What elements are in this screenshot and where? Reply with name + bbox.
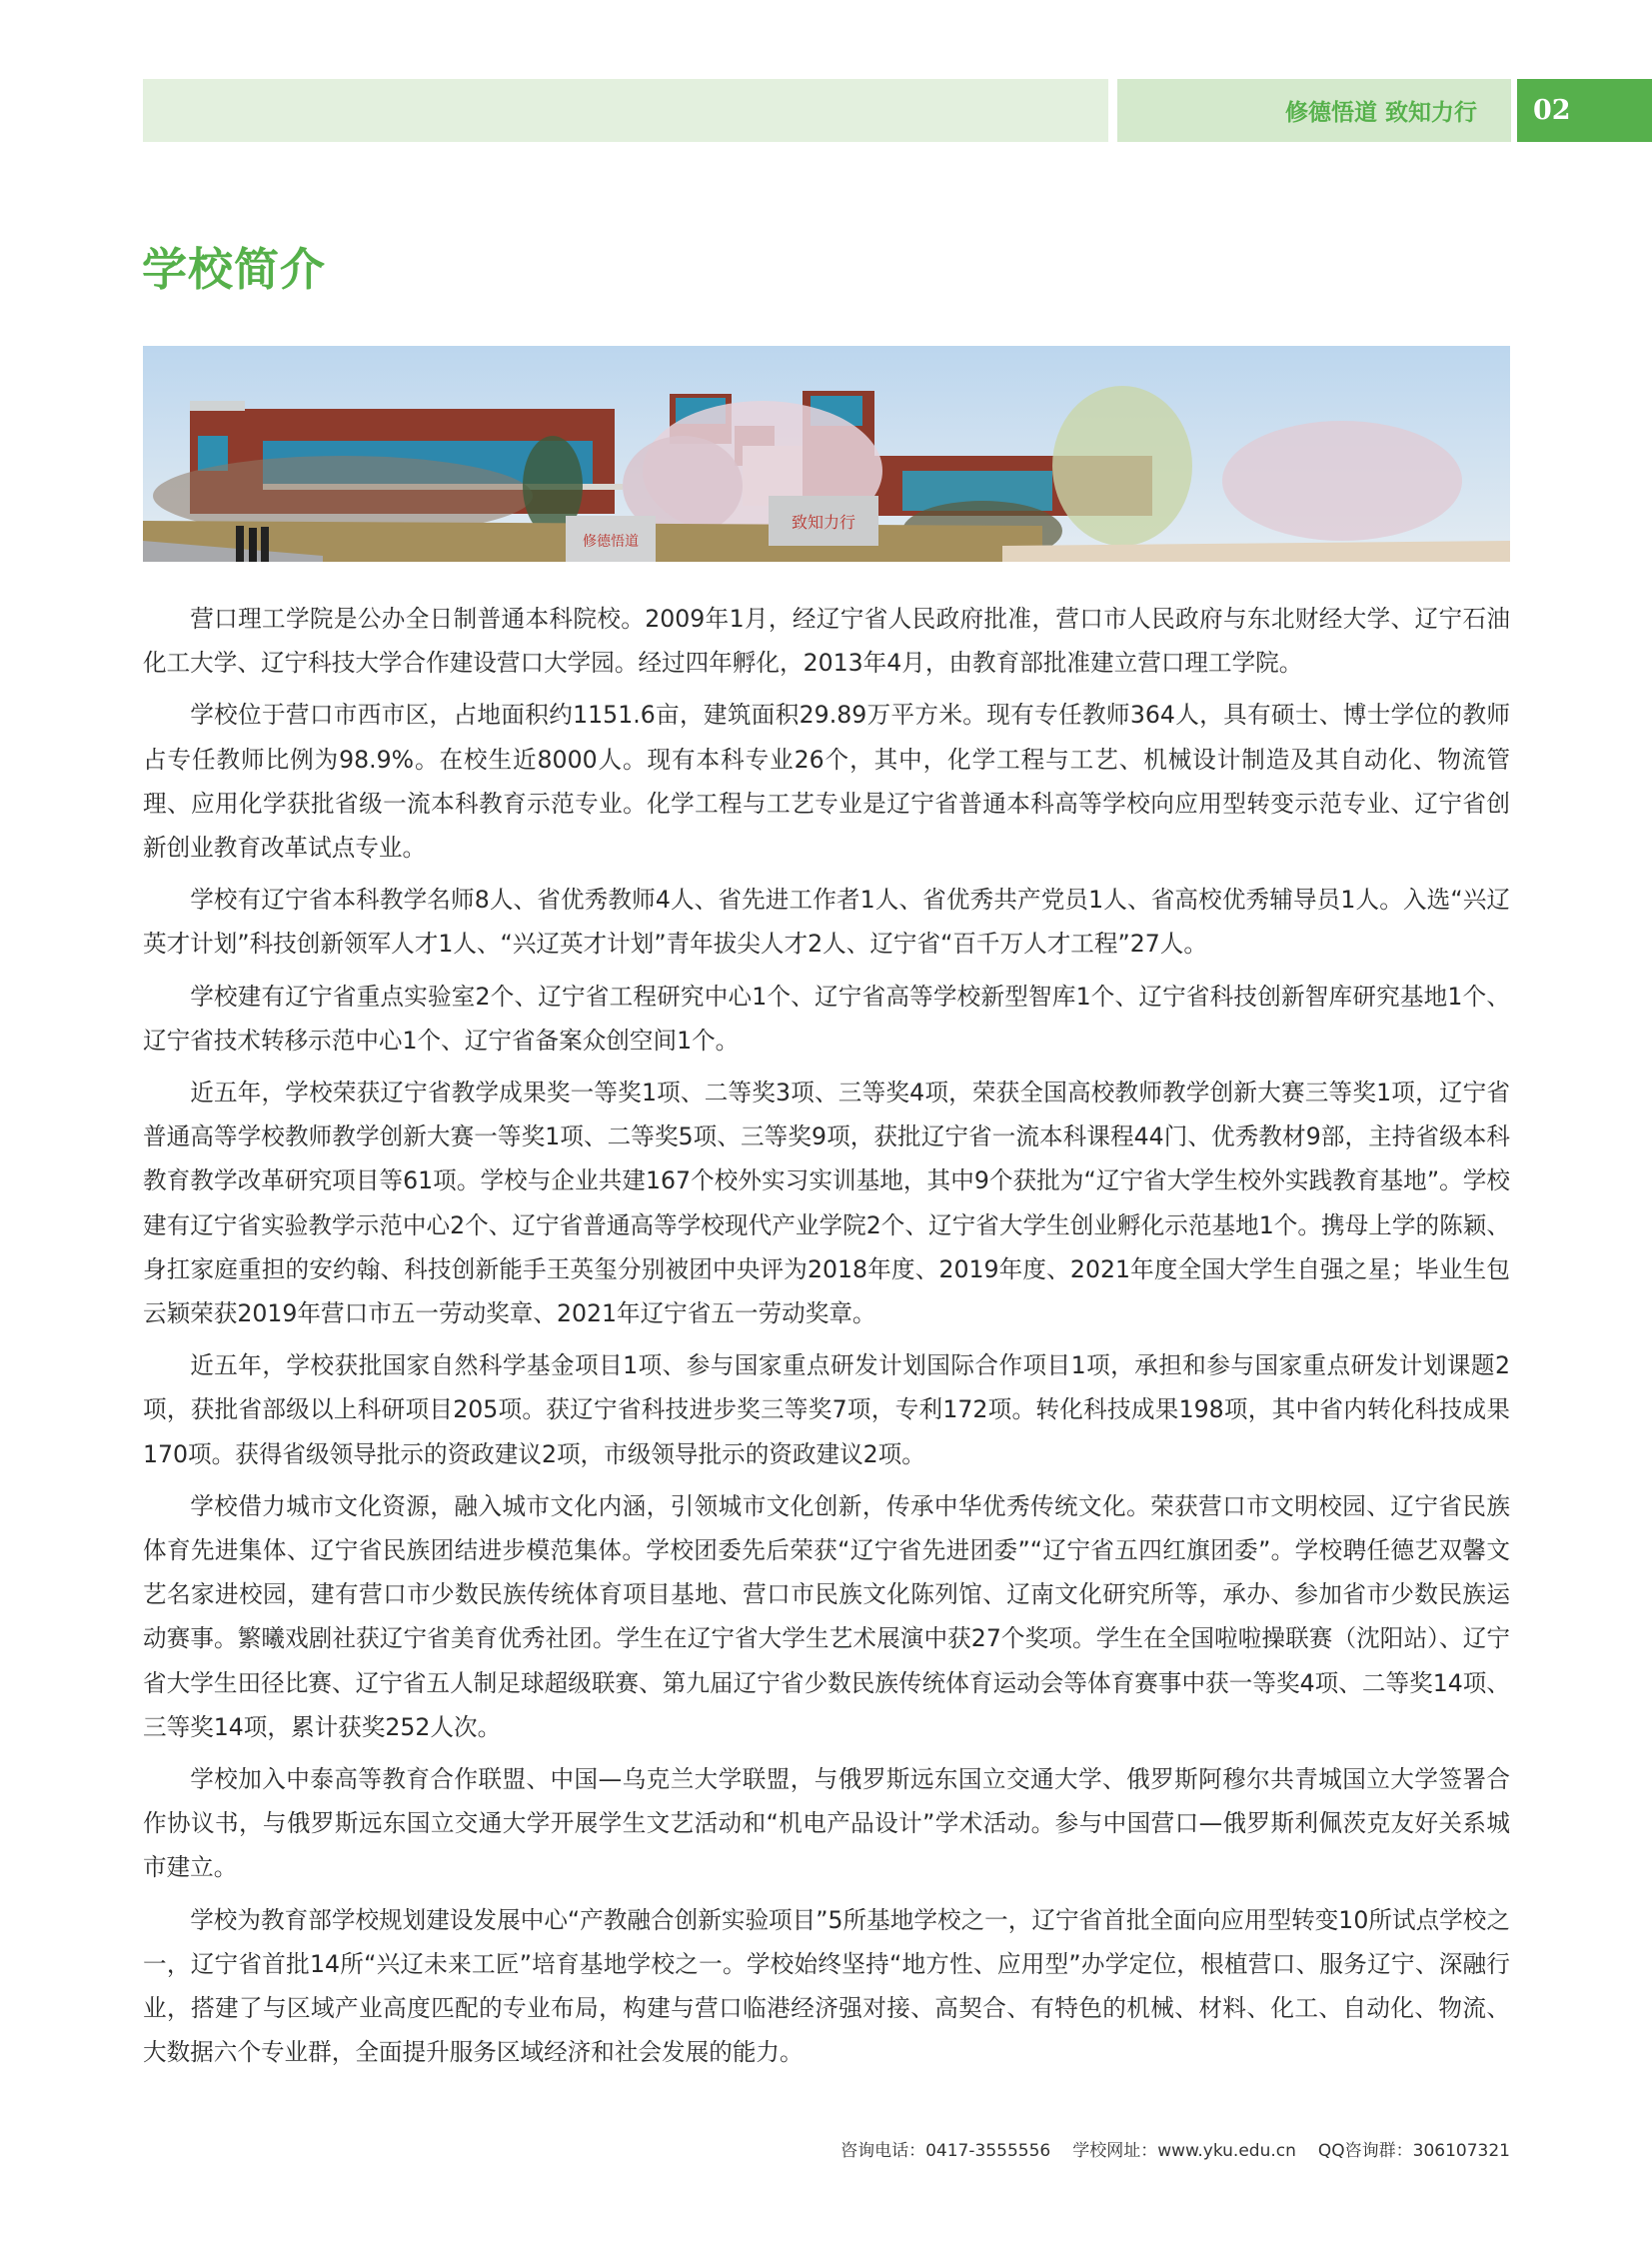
paragraph-international: 学校加入中泰高等教育合作联盟、中国—乌克兰大学联盟，与俄罗斯远东国立交通大学、俄罗斯阿穆尔共青城国立大学签署合作协议书，与俄罗斯远东国立交通大学开展学生文艺活动和“机电产品设计”学术活动。参与中国营口—俄罗斯利佩茨克友好关系城市建立。 xyxy=(143,1765,1510,1882)
paragraph-founding: 营口理工学院是公办全日制普通本科院校。2009年1月，经辽宁省人民政府批准，营口市人民政府与东北财经大学、辽宁石油化工大学、辽宁科技大学合作建设营口大学园。经过四年孵化，2013年4月，由教育部批准建立营口理工学院。 xyxy=(143,605,1510,678)
header-band-motto xyxy=(1117,79,1511,142)
contact-footer xyxy=(840,2136,1510,2161)
contact-website[interactable]: 学校网址：www.yku.edu.cn xyxy=(1072,2141,1296,2161)
paragraph-campus-faculty: 学校位于营口市西市区，占地面积约1151.6亩，建筑面积29.89万平方米。现有专任教师364人，具有硕士、博士学位的教师占专任教师比例为98.9%。在校生近8000人。现有本科专业26个，其中，化学工程与工艺、机械设计制造及其自动化、物流管理、应用化学获批省级一流本科教育示范专业。化学工程与工艺专业是辽宁省普通本科高等学校向应用型转变示范专业、辽宁省创新创业教育改革试点专业。 xyxy=(143,701,1510,863)
campus-photo xyxy=(143,346,1510,562)
page-title: 学校简介 xyxy=(142,243,327,296)
paragraph-research-platforms: 学校建有辽宁省重点实验室2个、辽宁省工程研究中心1个、辽宁省高等学校新型智库1个、辽宁省科技创新智库研究基地1个、辽宁省技术转移示范中心1个、辽宁省备案众创空间1个。 xyxy=(143,982,1510,1055)
header-page-tab xyxy=(1517,79,1652,142)
stone-right-text: 致知力行 xyxy=(791,513,856,532)
header-motto: 修德悟道 致知力行 xyxy=(1284,100,1477,126)
stone-left-text: 修德悟道 xyxy=(583,534,639,550)
header-band-left xyxy=(143,79,1108,142)
paragraph-talents: 学校有辽宁省本科教学名师8人、省优秀教师4人、省先进工作者1人、省优秀共产党员1人、省高校优秀辅导员1人。入选“兴辽英才计划”科技创新领军人才1人、“兴辽英才计划”青年拔尖人才2人、辽宁省“百千万人才工程”27人。 xyxy=(143,886,1510,959)
intro-body xyxy=(143,597,1510,2083)
paragraph-teaching-awards: 近五年，学校荣获辽宁省教学成果奖一等奖1项、二等奖3项、三等奖4项，荣获全国高校教师教学创新大赛三等奖1项，辽宁省普通高等学校教师教学创新大赛一等奖1项、二等奖5项、三等奖9项，获批辽宁省一流本科课程44门、优秀教材9部，主持省级本科教育教学改革研究项目等61项。学校与企业共建167个校外实习实训基地，其中9个获批为“辽宁省大学生校外实践教育基地”。学校建有辽宁省实验教学示范中心2个、辽宁省普通高等学校现代产业学院2个、辽宁省大学生创业孵化示范基地1个。携母上学的陈颖、身扛家庭重担的安约翰、科技创新能手王英玺分别被团中央评为2018年度、2019年度、2021年度全国大学生自强之星；毕业生包云颖荣获2019年营口市五一劳动奖章、2021年辽宁省五一劳动奖章。 xyxy=(143,1079,1510,1328)
page-number: 02 xyxy=(1533,95,1571,126)
contact-qq-group: QQ咨询群：306107321 xyxy=(1317,2141,1510,2161)
paragraph-culture: 学校借力城市文化资源，融入城市文化内涵，引领城市文化创新，传承中华优秀传统文化。荣获营口市文明校园、辽宁省民族体育先进集体、辽宁省民族团结进步模范集体。学校团委先后荣获“辽宁省先进团委”“辽宁省五四红旗团委”。学校聘任德艺双馨文艺名家进校园，建有营口市少数民族传统体育项目基地、营口市民族文化陈列馆、辽南文化研究所等，承办、参加省市少数民族运动赛事。繁曦戏剧社获辽宁省美育优秀社团。学生在辽宁省大学生艺术展演中获27个奖项。学生在全国啦啦操联赛（沈阳站）、辽宁省大学生田径比赛、辽宁省五人制足球超级联赛、第九届辽宁省少数民族传统体育运动会等体育赛事中获一等奖4项、二等奖14项、三等奖14项，累计获奖252人次。 xyxy=(143,1491,1510,1741)
paragraph-research-output: 近五年，学校获批国家自然科学基金项目1项、参与国家重点研发计划国际合作项目1项，承担和参与国家重点研发计划课题2项，获批省部级以上科研项目205项。获辽宁省科技进步奖三等奖7项，专利172项。转化科技成果198项，其中省内转化科技成果170项。获得省级领导批示的资政建议2项，市级领导批示的资政建议2项。 xyxy=(143,1351,1510,1468)
contact-phone: 咨询电话：0417-3555556 xyxy=(840,2141,1051,2161)
paragraph-positioning: 学校为教育部学校规划建设发展中心“产教融合创新实验项目”5所基地学校之一，辽宁省首批全面向应用型转变10所试点学校之一，辽宁省首批14所“兴辽未来工匠”培育基地学校之一。学校始终坚持“地方性、应用型”办学定位，根植营口、服务辽宁、深融行业，搭建了与区域产业高度匹配的专业布局，构建与营口临港经济强对接、高契合、有特色的机械、材料、化工、自动化、物流、大数据六个专业群，全面提升服务区域经济和社会发展的能力。 xyxy=(143,1905,1510,2067)
